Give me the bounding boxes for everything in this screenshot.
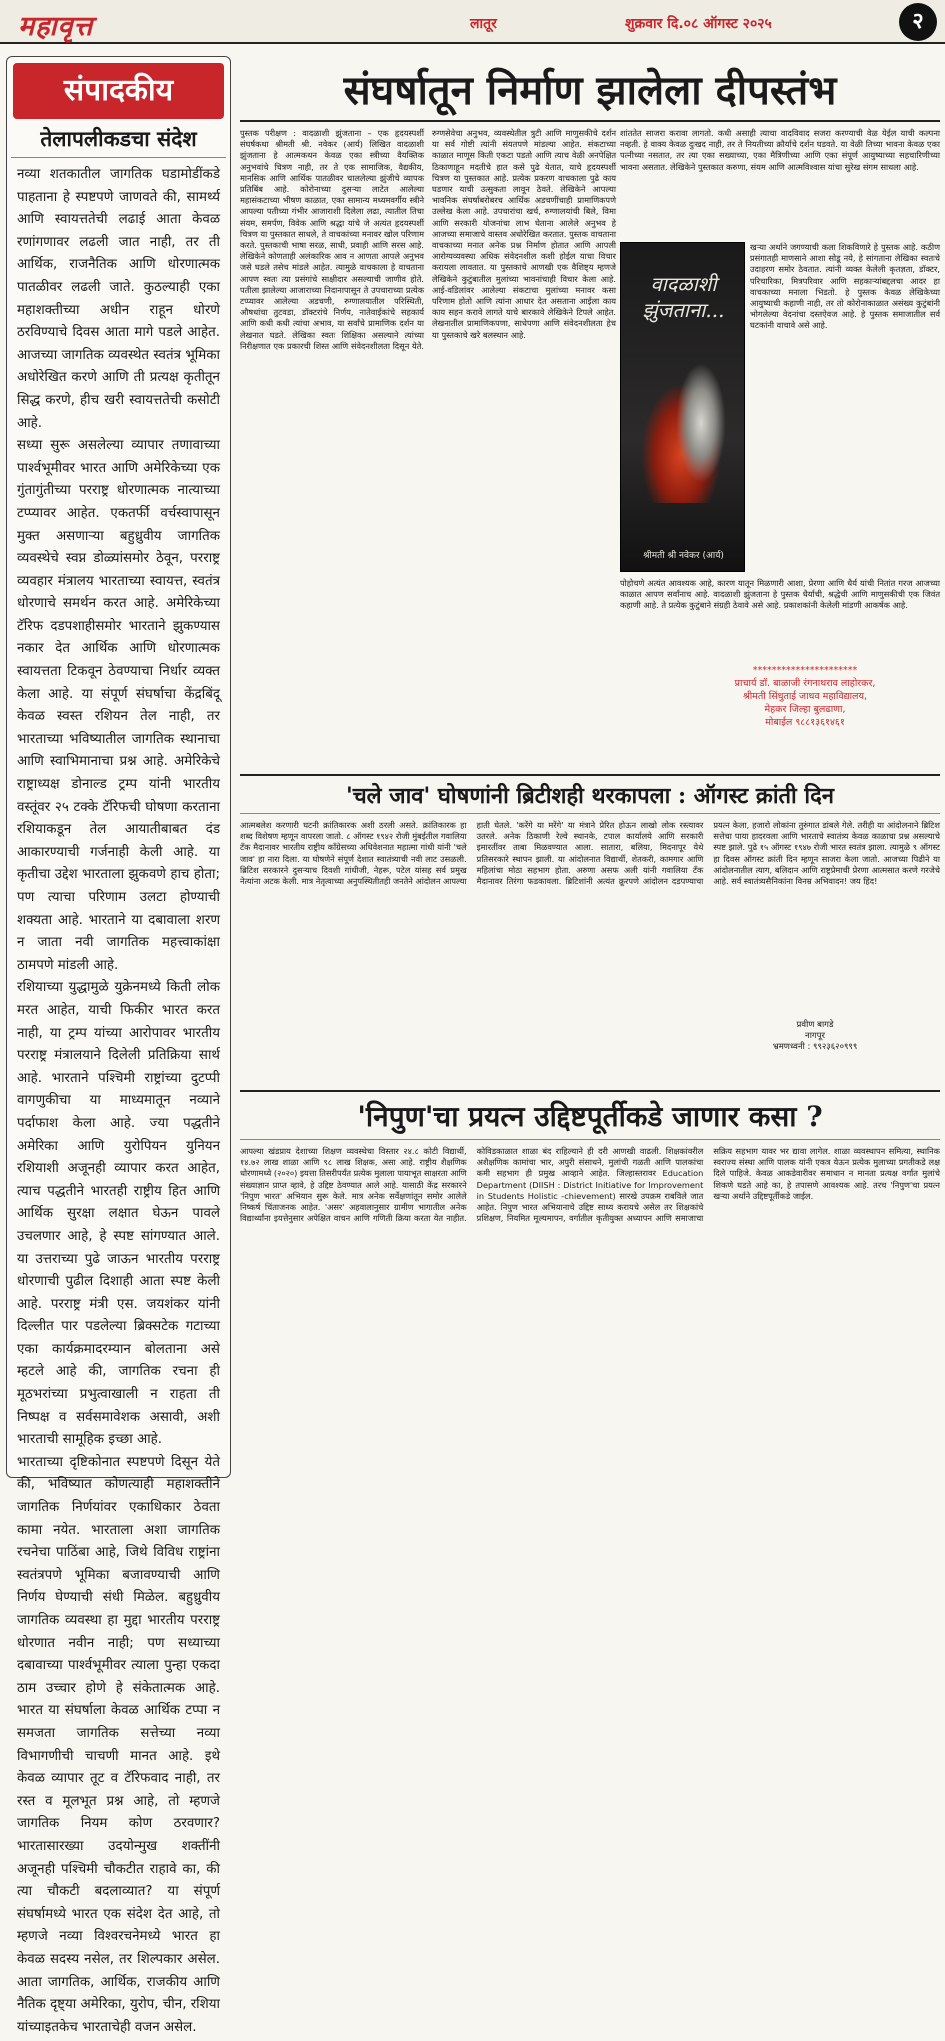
quit-india-headline: 'चले जाव' घोषणांनी ब्रिटीशही थरकापला : ऑगस्ट क्रांती दिन — [240, 774, 940, 814]
newspaper-name: महावृत्त — [18, 11, 94, 42]
issue-date: शुक्रवार दि.०८ ऑगस्ट २०२५ — [625, 16, 772, 32]
quit-india-body: आत्मबलेश करणारी घटनी क्रांतिकारक अशी ठरली असते. क्रांतिकारक हा शब्द विशेषण म्हणून वापरला जातो. ८ ऑगस्ट १९४२ रोजी मुंबईतील गवालिया टँक मैदानावर भारतीय राष्ट्रीय काँग्रेसच्या अधिवेशनात महात्मा गांधी यांनी 'चले जाव' हा नारा दिला. या घोषणेने संपूर्ण देशात स्वातंत्र्याची नवी लाट उसळली. ब्रिटिश सरकारने दुसऱ्याच दिवशी गांधीजी, नेहरू, पटेल यांसह सर्व प्रमुख नेत्यांना अटक केली. मात्र नेतृत्वाच्या अनुपस्थितीतही जनतेने आंदोलन आपल्या हाती घेतले. 'करेंगे या मरेंगे' या मंत्राने प्रेरित होऊन लाखो लोक रस्त्यावर उतरले. अनेक ठिकाणी रेल्वे स्थानके, टपाल कार्यालये आणि सरकारी इमारतींवर ताबा मिळवण्यात आला. सातारा, बलिया, मिदनापूर येथे प्रतिसरकारे स्थापन झाली. या आंदोलनात विद्यार्थी, शेतकरी, कामगार आणि महिलांचा मोठा सहभाग होता. अरुणा असफ अली यांनी गवालिया टँक मैदानावर तिरंगा फडकावला. ब्रिटिशांनी अत्यंत क्रूरपणे आंदोलन दडपण्याचा प्रयत्न केला, हजारो लोकांना तुरुंगात डांबले गेले. तरीही या आंदोलनाने ब्रिटिश सत्तेचा पाया हादरवला आणि भारताचे स्वातंत्र्य केवळ काळाचा प्रश्न असल्याचे स्पष्ट झाले. पुढे १५ ऑगस्ट १९४७ रोजी भारत स्वतंत्र झाला. त्यामुळे ९ ऑगस्ट हा दिवस ऑगस्ट क्रांती दिन म्हणून साजरा केला जातो. आजच्या पिढीने या आंदोलनातील त्याग, बलिदान आणि राष्ट्रप्रेमाची प्रेरणा आत्मसात करणे गरजेचे आहे. सर्व स्वातंत्र्यसैनिकांना विनम्र अभिवादन! जय हिंद! — [240, 820, 940, 887]
masthead — [0, 0, 945, 44]
edition-city: लातूर — [470, 16, 497, 32]
book-review-body-continued: शांततेत साजरा करावा लागतो. कधी असाही त्याचा वादविवाद सजरा करण्याची वेळ येईल याची कल्पना नव्हती. हे वाक्य केवळ दुःखद नाही, तर ते नियतीच्या क्रौर्याचे दर्शन घडवते. या वेळी तिच्या भावना केवळ एका पत्नीच्या नसतात, तर त्या एका सख्याच्या, एका मैत्रिणीच्या आणि एका संपूर्ण आयुष्याच्या सहचारिणीच्या भावना असतात. लेखिकेने पुस्तकात करुणा, संयम आणि आत्मविश्वास यांचा सुरेख संगम साधला आहे. — [620, 128, 940, 172]
reviewer-mobile: मोबाईल ९८८१३६१४६१ — [765, 717, 845, 728]
book-review-body-end: पोहोचणे अत्यंत आवश्यक आहे, कारण यातून मिळणारी आशा, प्रेरणा आणि धैर्य यांची नितांत गरज आजच्या काळात आपण सर्वांनाच आहे. वादळाशी झुंजताना हे पुस्तक धैर्याची, श्रद्धेची आणि माणुसकीची एक जिवंत कहाणी आहे. ते प्रत्येक कुटुंबाने संग्रही ठेवावे असे आहे. प्रकाशकांनी केलेली मांडणी आकर्षक आहे. — [620, 578, 940, 611]
editorial-paragraph: भारताच्या दृष्टिकोनात स्पष्टपणे दिसून येते की, भविष्यात कोणत्याही महाशक्तीने जागतिक निर्णयांवर एकाधिकार ठेवता कामा नयेत. भारताला अशा जागतिक रचनेचा पाठिंबा आहे, जिथे विविध राष्ट्रांना स्वतंत्रपणे भूमिका बजावण्याची आणि निर्णय घेण्याची संधी मिळेल. बहुध्रुवीय जागतिक व्यवस्था हा मुद्दा भारतीय परराष्ट्र धोरणात नवीन नाही; पण सध्याच्या दबावाच्या पार्श्वभूमीवर त्याला पुन्हा एकदा ठाम उच्चार होणे हे संकेतात्मक आहे. भारत या संघर्षाला केवळ आर्थिक टप्पा न समजता जागतिक सत्तेच्या नव्या विभागणीची चाचणी मानत आहे. इथे केवळ व्यापार तूट व टॅरिफवाद नाही, तर रस्त व मूलभूत प्रश्न आहे, तो म्हणजे जागतिक नियम कोण ठरवणार? भारतासारख्या उदयोन्मुख शक्तींनी अजूनही पश्चिमी चौकटीत राहावे का, की त्या चौकटी बदलाव्यात? या संपूर्ण संघर्षामध्ये भारत एक संदेश देत आहे, तो म्हणजे नव्या विश्वरचनेमध्ये भारत हा केवळ सदस्य नसेल, तर शिल्पकार असेल. आता जागतिक, आर्थिक, राजकीय आणि नैतिक दृष्ट्या अमेरिका, युरोप, चीन, रशिया यांच्याइतकेच भारताचेही वजन असेल. — [17, 1454, 220, 2035]
reviewer-signature — [680, 664, 930, 729]
nipun-body: आपल्या खंडप्राय देशाच्या शिक्षण व्यवस्थेचा विस्तार २४.८ कोटी विद्यार्थी, १४.७२ लाख शाळा आणि ९८ लाख शिक्षक, असा आहे. राष्ट्रीय शैक्षणिक धोरणामध्ये (२०२०) इयत्ता तिसरीपर्यंत प्रत्येक मुलाला पायाभूत साक्षरता आणि संख्याज्ञान प्राप्त व्हावे, हे उद्दिष्ट ठेवण्यात आले आहे. यासाठी केंद्र सरकारने 'निपुण भारत' अभियान सुरू केले. मात्र अनेक सर्वेक्षणांतून समोर आलेले निष्कर्ष चिंताजनक आहेत. 'असर' अहवालानुसार ग्रामीण भागातील अनेक विद्यार्थ्यांना इयत्तेनुसार अपेक्षित वाचन आणि गणिती क्रिया करता येत नाहीत. कोविडकाळात शाळा बंद राहिल्याने ही दरी आणखी वाढली. शिक्षकांवरील अशैक्षणिक कामांचा भार, अपुरी संसाधने, मुलांची गळती आणि पालकांचा कमी सहभाग ही प्रमुख आव्हाने आहेत. जिल्हास्तरावर Education Department (DIISH : District Initiative for Improvement in Students Holistic -chievement) सारखे उपक्रम राबविले जात आहेत. निपुण भारत अभियानाचे उद्दिष्ट साध्य करायचे असेल तर शिक्षकांचे प्रशिक्षण, नियमित मूल्यमापन, वर्गातील कृतीयुक्त अध्यापन आणि समाजाचा सक्रिय सहभाग यावर भर द्यावा लागेल. शाळा व्यवस्थापन समित्या, स्थानिक स्वराज्य संस्था आणि पालक यांनी एकत्र येऊन प्रत्येक मुलाच्या प्रगतीकडे लक्ष दिले पाहिजे. केवळ आकडेवारीवर समाधान न मानता प्रत्यक्ष वर्गात मुलांचे शिकणे घडते आहे का, हे तपासणे आवश्यक आहे. तरच 'निपुण'चा प्रयत्न खऱ्या अर्थाने उद्दिष्टपूर्तीकडे जाईल. — [240, 1146, 940, 1224]
nipun-headline: 'निपुण'चा प्रयत्न उद्दिष्टपूर्तीकडे जाणार कसा ? — [240, 1090, 940, 1140]
reviewer-college: श्रीमती सिंधुताई जाधव महाविद्यालय, — [742, 691, 868, 702]
reviewer-name: प्राचार्य डॉ. बाळाजी रंगनाथराव लाहोरकर, — [734, 678, 876, 689]
editorial-section-label: संपादकीय — [13, 63, 224, 119]
quit-india-author — [700, 1020, 930, 1053]
book-cover-figure-art — [676, 363, 726, 483]
book-cover-author: श्रीमती श्री नवेकर (आर्य) — [643, 551, 724, 561]
page-number-badge: २ — [899, 3, 937, 41]
author-name: प्रवीण बागडे — [796, 1020, 834, 1030]
book-cover-title: वादळाशी झुंजताना... — [642, 272, 725, 322]
editorial-paragraph: सध्या सुरू असलेल्या व्यापार तणावाच्या पार्श्वभूमीवर भारत आणि अमेरिकेच्या एक गुंतागुंतीच्या परराष्ट्र धोरणात्मक नात्याच्या टप्प्यावर आहेत. एकतर्फी वर्चस्वापासून मुक्त असणार्‍या बहुध्रुवीय जागतिक व्यवस्थेचे स्वप्न डोळ्यांसमोर ठेवून, परराष्ट्र व्यवहार मंत्रालय भारताच्या स्वायत्त, स्वतंत्र धोरणाचे समर्थन करत आहे. अमेरिकेच्या टॅरिफ दडपशाहीसमोर भारताने झुकण्यास नकार देत आर्थिक आणि धोरणात्मक स्वायत्तता टिकवून ठेवण्याचा निर्धार व्यक्त केला आहे. या संपूर्ण संघर्षाचा केंद्रबिंदू केवळ स्वस्त रशियन तेल नाही, तर भारताच्या भविष्यातील जागतिक स्थानाचा आणि स्वाभिमानाचा प्रश्न आहे. अमेरिकेचे राष्ट्राध्यक्ष डोनाल्ड ट्रम्प यांनी भारतीय वस्तूंवर २५ टक्के टॅरिफची घोषणा करताना रशियाकडून तेल आयातीबाबत दंड आकारण्याची गर्जनाही केली आहे. या कृतीचा उद्देश भारताला झुकवणे हाच होता; पण त्याचा परिणाम उलटा होण्याची शक्यता आहे. भारताने या दबावाला शरण न जाता नवी जागतिक महत्त्वाकांक्षा ठामपणे मांडली आहे. — [17, 438, 220, 973]
editorial-body — [7, 162, 230, 2041]
book-review-body: पुस्तक परीक्षण : वादळाशी झुंजताना – एक हृदयस्पर्शी संघर्षकथा श्रीमती श्री. नवेकर (आर्य) लिखित वादळाशी झुंजताना हे आत्मकथन केवळ एका स्त्रीच्या वैयक्तिक अनुभवांचे चित्रण नाही, तर ते एक सामाजिक, वैद्यकीय, मानसिक आणि आर्थिक पातळीवर चाललेल्या झुंजीचे व्यापक प्रतिबिंब आहे. कोरोनाच्या दुसर्‍या लाटेत आलेल्या महासंकटाच्या भीषण काळात, एका सामान्य मध्यमवर्गीय स्त्रीने आपल्या पतीच्या गंभीर आजाराशी दिलेला लढा, त्यातील तिचा संयम, समर्पण, विवेक आणि श्रद्धा यांचे जे अत्यंत हृदयस्पर्शी चित्रण या पुस्तकात साधले, ते वाचकांच्या मनावर खोल परिणाम करते. पुस्तकाची भाषा सरळ, साधी, प्रवाही आणि सरस आहे. लेखिकेने कोणताही अलंकारिक आव न आणता आपले अनुभव जसे घडले तसेच मांडले आहेत. त्यामुळे वाचकाला हे वाचताना आपण स्वतः त्या प्रसंगांचे साक्षीदार असल्याची जाणीव होते. पतीला झालेल्या आजाराच्या निदानापासून ते उपचाराच्या प्रत्येक टप्प्यावर आलेल्या अडचणी, रुग्णालयातील परिस्थिती, औषधांचा तुटवडा, डॉक्टरांचे निर्णय, नातेवाईकांचे सहकार्य आणि कधी कधी त्यांचा अभाव, या सर्वांचे प्रामाणिक दर्शन या लेखनात घडते. लेखिका स्वतः शिक्षिका असल्याने त्यांच्या निरीक्षणात एक प्रकारची शिस्त आणि संवेदनशीलता दिसून येते. रुग्णसेवेचा अनुभव, व्यवस्थेतील त्रुटी आणि माणुसकीचे दर्शन या सर्व गोष्टी त्यांनी संयतपणे मांडल्या आहेत. संकटाच्या काळात माणूस किती एकटा पडतो आणि त्याच वेळी अनपेक्षित ठिकाणाहून मदतीचे हात कसे पुढे येतात, याचे हृदयस्पर्शी चित्रण या पुस्तकात आहे. प्रत्येक प्रकरण वाचकाला पुढे काय घडणार याची उत्सुकता लावून ठेवते. लेखिकेने आपल्या भावनिक संघर्षाबरोबरच आर्थिक अडचणींचाही प्रामाणिकपणे उल्लेख केला आहे. उपचारांचा खर्च, रुग्णालयांची बिले, विमा आणि सरकारी योजनांचा लाभ घेताना आलेले अनुभव हे आजच्या समाजाचे वास्तव अधोरेखित करतात. पुस्तक वाचताना वाचकाच्या मनात अनेक प्रश्न निर्माण होतात आणि आपली आरोग्यव्यवस्था अधिक संवेदनशील कशी होईल याचा विचार करायला लावतात. या पुस्तकाचे आणखी एक वैशिष्ट्य म्हणजे लेखिकेने कुटुंबातील मुलांच्या भावनांचाही विचार केला आहे. आई-वडिलांवर आलेल्या संकटाचा मुलांच्या मनावर कसा परिणाम होतो आणि त्यांना आधार देत असताना आईला काय काय सहन करावे लागते याचे बारकावे लेखिकेने टिपले आहेत. लेखनातील प्रामाणिकपणा, साधेपणा आणि संवेदनशीलता हेच या पुस्तकाचे खरे बलस्थान आहे. — [240, 128, 616, 351]
author-mobile: भ्रमणध्वनी : ९९२३६२०९९९ — [772, 1042, 858, 1052]
reviewer-place: मेहकर जिल्हा बुलढाणा, — [764, 704, 846, 715]
editorial-title: तेलापलीकडचा संदेश — [11, 125, 226, 158]
book-review-body-side: खऱ्या अर्थाने जगण्याची कला शिकविणारे हे पुस्तक आहे. कठीण प्रसंगातही माणसाने आशा सोडू नये, हे सांगताना लेखिका स्वतःचे उदाहरण समोर ठेवतात. त्यांनी व्यक्त केलेली कृतज्ञता, डॉक्टर, परिचारिका, मित्रपरिवार आणि सहकाऱ्यांबद्दलचा आदर हा वाचकाच्या मनाला भिडतो. हे पुस्तक केवळ लेखिकेच्या आयुष्याची कहाणी नाही, तर तो कोरोनाकाळात असंख्य कुटुंबांनी भोगलेल्या वेदनांचा दस्तऐवज आहे. हे पुस्तक समाजातील सर्व घटकांनी वाचावे असे आहे. — [750, 242, 940, 331]
book-cover-image — [620, 242, 745, 572]
editorial-paragraph: नव्या शतकातील जागतिक घडामोडींकडे पाहताना हे स्पष्टपणे जाणवते की, सामर्थ्य आणि स्वायत्ततेची लढाई आता केवळ रणांगणावर लढली जात नाही, तर ती आर्थिक, राजनैतिक आणि धोरणात्मक पातळीवर लढली जाते. कुठल्याही एका महाशक्तीच्या अधीन राहून धोरणे ठरविण्याचे दिवस आता मागे पडले आहेत. आजच्या जागतिक व्यवस्थेत स्वतंत्र भूमिका अधोरेखित करणे आणि ती प्रत्यक्ष कृतीतून सिद्ध करणे, हीच खरी स्वायत्ततेची कसोटी आहे. — [17, 167, 220, 431]
book-review-headline: संघर्षातून निर्माण झालेला दीपस्तंभ — [240, 60, 940, 122]
editorial-column — [6, 56, 231, 2035]
signature-stars: ********************** — [752, 665, 858, 676]
author-place: नागपूर — [804, 1031, 825, 1041]
editorial-paragraph: रशियाच्या युद्धामुळे युक्रेनमध्ये किती लोक मरत आहेत, याची फिकीर भारत करत नाही, या ट्रम्प यांच्या आरोपावर भारतीय परराष्ट्र मंत्रालयाने दिलेली प्रतिक्रिया सार्थ आहे. भारताने पश्चिमी राष्ट्रांच्या दुटप्पी वागणुकीचा या माध्यमातून नव्याने पर्दाफाश केला आहे. ज्या पद्धतीने अमेरिका आणि युरोपियन युनियन रशियाशी अजूनही व्यापार करत आहेत, त्याच पद्धतीने भारतही राष्ट्रीय हित आणि आर्थिक सुरक्षा लक्षात घेऊन पावले उचलणार आहे, हे स्पष्ट सांगण्यात आले. या उत्तराच्या पुढे जाऊन भारतीय परराष्ट्र धोरणाची पुढील दिशाही आता स्पष्ट केली आहे. परराष्ट्र मंत्री एस. जयशंकर यांनी दिल्लीत पार पडलेल्या ब्रिक्सटेक गटाच्या एका कार्यक्रमादरम्यान बोलताना असे म्हटले आहे की, जागतिक रचना ही मूठभरांच्या प्रभुत्वाखाली न राहता ती निष्पक्ष व सर्वसमावेशक असावी, अशी भारताची सामूहिक इच्छा आहे. — [17, 980, 220, 1448]
